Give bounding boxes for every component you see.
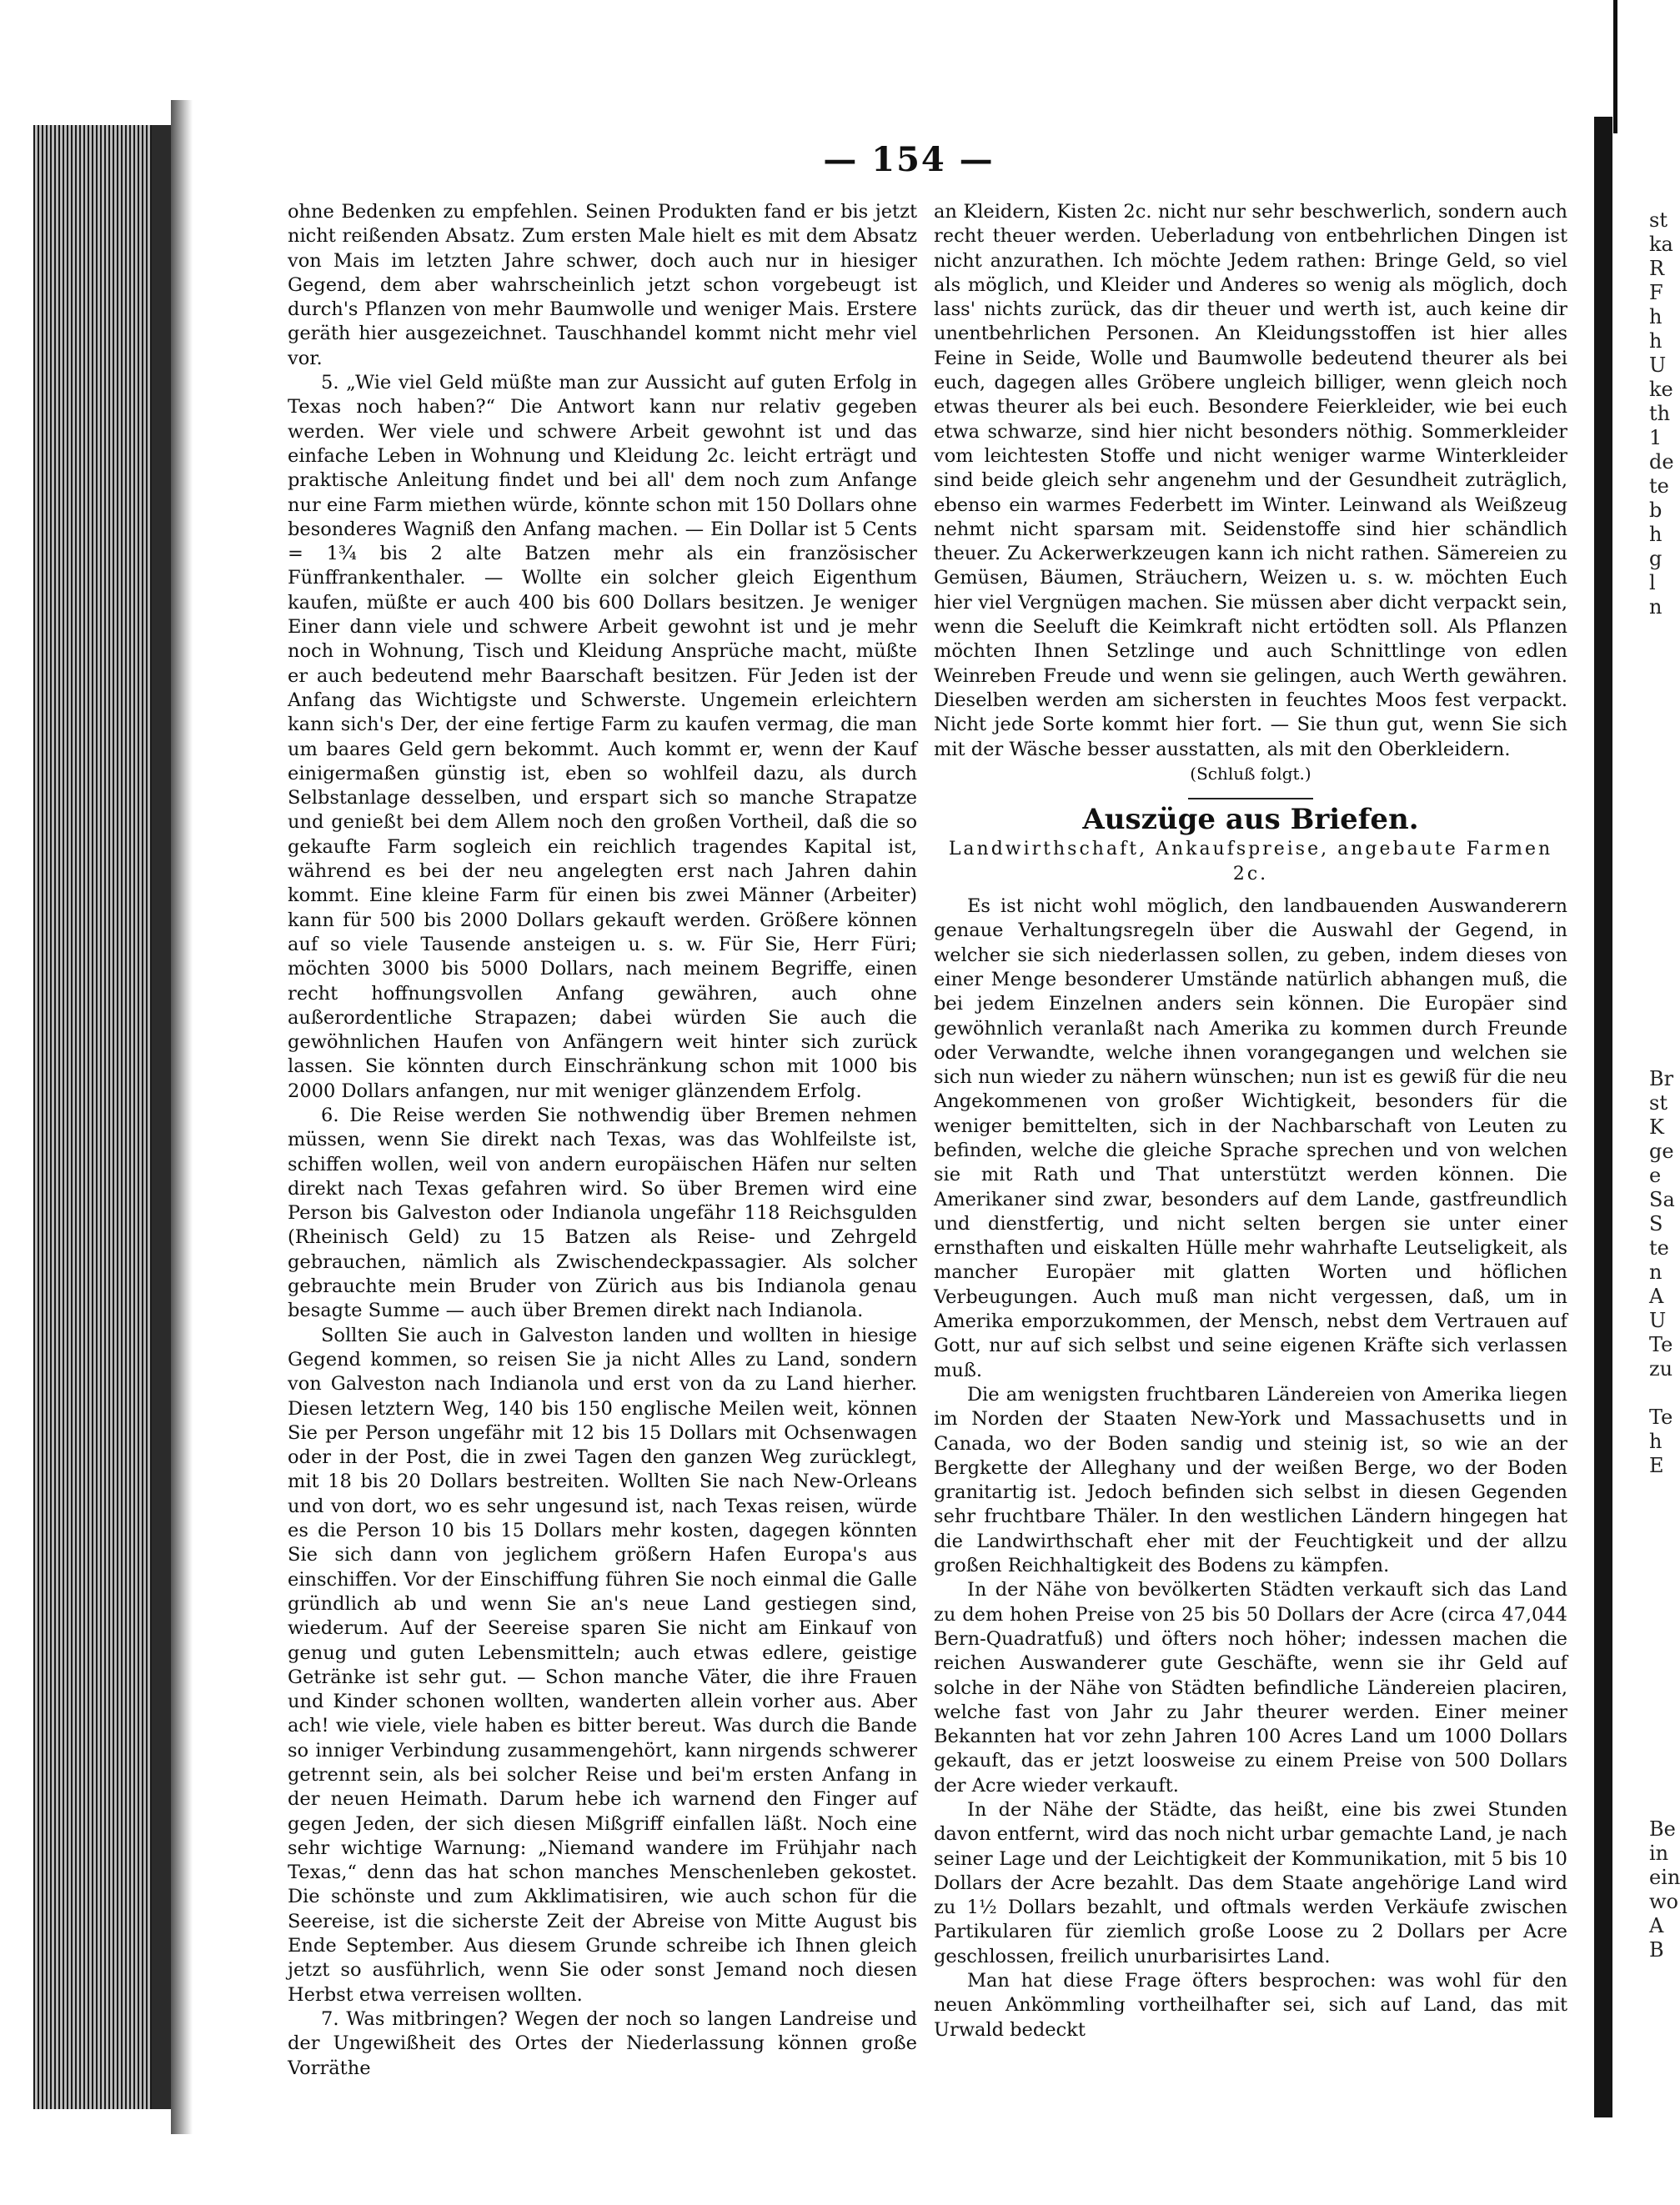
paragraph: Man hat diese Frage öfters besprochen: was wohl für den neuen Ankömmling vortheilhafter sei, sich auf Land, das mit Urwald bedeckt bbox=[934, 1970, 1567, 2041]
paragraph: an Kleidern, Kisten 2c. nicht nur sehr beschwerlich, sondern auch recht theuer werden. Ueberladung von entbehrlichen Dingen ist nicht anzurathen. Ich möchte Jedem rathen: Bringe Geld, so viel als möglich, und Kleider und Anderes so wenig als möglich, doch lass' nichts zurück, das dir theuer und werth ist, auch keine dir unentbehrlichen Personen. An Kleidungsstoffen ist hier alles Feine in Seide, Wolle und Baumwolle bedeutend theurer als bei euch, dagegen alles Gröbere ungleich billiger, wenn gleich noch etwas theurer als bei euch. Besondere Feierkleider, wie bei euch etwa schwarze, sind hier nicht besonders nöthig. Sommerkleider vom leichtesten Stoffe und nicht weniger warme Winterkleider sind beide gleich sehr angenehm und der Gesundheit zuträglich, ebenso ein warmes Federbett im Winter. Leinwand als Weißzeug nehmt nicht sparsam mit. Seidenstoffe sind hier schändlich theuer. Zu Ackerwerkzeugen kann ich nicht rathen. Sämereien zu Gemüsen, Bäumen, Sträuchern, Weizen u. s. w. möchten Euch hier viel Vergnügen machen. Sie müssen aber dicht verpackt sein, wenn die Seeluft die Keimkraft nicht ertödten soll. Als Pflanzen möchten Ihnen Setzlinge und auch Schnittlinge von edlen Weinreben Freude und wenn sie gelingen, auch Werth gewähren. Dieselben werden am sichersten in feuchtes Moos fest verpackt. Nicht jede Sorte kommt hier fort. — Sie thun gut, wenn Sie sich mit der Wäsche besser ausstatten, als mit den Oberkleidern. bbox=[934, 201, 1567, 760]
paragraph: In der Nähe der Städte, das heißt, eine bis zwei Stunden davon entfernt, wird das noch nicht urbar gemachte Land, je nach seiner Lage und der Leichtigkeit der Kommunikation, mit 5 bis 10 Dollars der Acre bezahlt. Das dem Staate angehörige Land wird zu 1½ Dollars bezahlt, und oftmals werden Verkäufe zwischen Partikularen für ziemlich große Loose zu 2 Dollars per Acre geschlossen, freilich unurbarisirtes Land. bbox=[934, 1799, 1567, 1967]
paragraph: 5. „Wie viel Geld müßte man zur Aussicht auf guten Erfolg in Texas noch haben?“ Die Antwort kann nur relativ gegeben werden. Wer viele und schwere Arbeit gewohnt ist und das einfache Leben in Wohnung und Kleidung 2c. leicht erträgt und praktische Anleitung findet und bei all' dem noch zum Anfange nur eine Farm miethen würde, könnte schon mit 150 Dollars ohne besonderes Wagniß den Anfang machen. — Ein Dollar ist 5 Cents = 1¾ bis 2 alte Batzen mehr als ein französischer Fünffrankenthaler. — Wollte ein solcher gleich Eigenthum kaufen, müßte er auch 400 bis 600 Dollars besitzen. Je weniger Einer dann viele und schwere Arbeit gewohnt ist und je mehr noch in Wohnung, Tisch und Kleidung Ansprüche macht, müßte er auch bedeutend mehr Baarschaft besitzen. Für Jeden ist der Anfang das Wichtigste und Schwerste. Ungemein erleichtern kann sich's Der, der eine fertige Farm zu kaufen vermag, die man um baares Geld gern bekommt. Auch kommt er, wenn der Kauf einigermaßen günstig ist, eben so wohlfeil dazu, als durch Selbstanlage desselben, und erspart sich so manche Strapatze und genießt bei dem Allem noch den großen Vortheil, daß die so gekaufte Farm sogleich ein reichlich tragendes Kapital ist, während es bei der neu angelegten erst nach Jahren dahin kommt. Eine kleine Farm für einen bis zwei Männer (Arbeiter) kann für 500 bis 2000 Dollars gekauft werden. Größere können auf so viele Tausende ansteigen u. s. w. Für Sie, Herr Füri; möchten 3000 bis 5000 Dollars, nach meinem Begriffe, einen recht hoffnungsvollen Anfang gewähren, auch ohne außerordentliche Strapazen; dabei würden Sie auch die gewöhnlichen Haufen von Anfängern weit hinter sich zurück lassen. Sie könnten durch Einschränkung schon mit 1000 bis 2000 Dollars anfangen, nur mit weniger glänzendem Erfolg. bbox=[288, 372, 917, 1102]
paragraph: Die am wenigsten fruchtbaren Ländereien von Amerika liegen im Norden der Staaten New-York und Massachusetts und in Canada, wo der Boden sandig und steinig ist, so wie an der Bergkette der Alleghany und der weißen Berge, wo der Boden granitartig ist. Jedoch befinden sich selbst in diesen Gegenden sehr fruchtbare Thäler. In den westlichen Ländern hingegen hat die Landwirthschaft eher mit der Feuchtigkeit und der allzu großen Reichhaltigkeit des Bodens zu kämpfen. bbox=[934, 1383, 1567, 1577]
paragraph: In der Nähe von bevölkerten Städten verkauft sich das Land zu dem hohen Preise von 25 bis 50 Dollars der Acre (circa 47,044 Bern-Quadratfuß) und öfters noch höher; indessen machen die reichen Auswanderer gute Geschäfte, wenn sie ihr Geld auf solche in der Nähe von Städten befindliche Ländereien placiren, welche fast von Jahr zu Jahr theurer werden. Einer meiner Bekannten hat vor zehn Jahren 100 Acres Land um 1000 Dollars gekauft, das er jetzt loosweise zu einem Preise von 500 Dollars der Acre wieder verkauft. bbox=[934, 1579, 1567, 1797]
to-be-continued-note: (Schluß folgt.) bbox=[1190, 763, 1311, 784]
right-page-gutter bbox=[1594, 117, 1612, 2117]
section-title: Auszüge aus Briefen. bbox=[1082, 803, 1419, 837]
paragraph: Es ist nicht wohl möglich, den landbauenden Auswanderern genaue Verhaltungsregeln über die Auswahl der Gegend, in welcher sie sich niederlassen sollen, zu geben, indem dieses von einer Menge besonderer Umstände natürlich abhangen muß, die bei jedem Einzelnen anders sein können. Die Europäer sind gewöhnlich veranlaßt nach Amerika zu kommen durch Freunde oder Verwandte, welche ihnen vorangegangen und welchen sie sich nun wieder zu nähern wünschen; nun ist es gewiß für die neu Angekommenen von großer Wichtigkeit, besonders für die weniger bemittelten, sich in der Nachbarschaft von Leuten zu befinden, welche die gleiche Sprache sprechen und von welchen sie mit Rath und That unterstützt werden können. Die Amerikaner sind zwar, besonders auf dem Lande, gastfreundlich und dienstfertig, und nicht selten bergen sie unter einer ernsthaften und eiskalten Hülle mehr wahrhafte Leutseligkeit, als mancher Europäer mit glatten Worten und höflichen Verbeugungen. Auch muß man nicht vergessen, daß, um in Amerika emporzukommen, der Mensch, nebst dem Vertrauen auf Gott, nur auf sich selbst und seine eigenen Kräfte sich verlassen muß. bbox=[934, 895, 1567, 1381]
neighbor-page-fragment-3: Be in ein wo A B bbox=[1649, 1817, 1680, 1962]
paragraph: Sollten Sie auch in Galveston landen und wollten in hiesige Gegend kommen, so reisen Sie ja nicht Alles zu Land, sondern von Galveston nach Indianola und erst von da zu Land hierher. Diesen letztern Weg, 140 bis 150 englische Meilen weit, können Sie per Person ungefähr mit 12 bis 15 Dollars mit Ochsenwagen oder in der Post, die in zwei Tagen den ganzen Weg zurücklegt, mit 18 bis 20 Dollars bestreiten. Wollten Sie nach New-Orleans und von dort, wo es sehr ungesund ist, nach Texas reisen, würde es die Person 10 bis 15 Dollars mehr kosten, dagegen könnten Sie sich dann von jeglichem größern Hafen Europa's aus einschiffen. Vor der Einschiffung führen Sie noch einmal die Galle gründlich ab und wenn Sie an's neue Land gestiegen sind, wiederum. Auf der Seereise sparen Sie nicht am Einkauf von genug und guten Lebensmitteln; auch etwas edlere, geistige Getränke ist sehr gut. — Schon manche Väter, die ihre Frauen und Kinder schonen wollten, wanderten allein vorher aus. Aber ach! wie viele, viele haben es bitter bereut. Was durch die Bande so inniger Verbindung zusammengehört, kann nirgends schwerer getrennt sein, als bei solcher Reise und bei'm ersten Anfang in der neuen Heimath. Darum hebe ich warnend den Finger auf gegen Jeden, der sich diesen Mißgriff einfallen läßt. Noch eine sehr wichtige Warnung: „Niemand wandere im Frühjahr nach Texas,“ denn das hat schon manches Menschenleben gekostet. Die schönste und zum Akklimatisiren, wie auch schon für die Seereise, ist die sicherste Zeit der Abreise von Mitte August bis Ende September. Aus diesem Grunde schreibe ich Ihnen gleich jetzt so ausführlich, wenn Sie oder sonst Jemand noch diesen Herbst etwa verreisen wollten. bbox=[288, 1324, 917, 2006]
right-text-column bbox=[934, 200, 1567, 2101]
book-spine-shadow bbox=[171, 100, 193, 2134]
section-subtitle: Landwirthschaft, Ankaufspreise, angebaute Farmen 2c. bbox=[948, 839, 1553, 885]
paragraph: 7. Was mitbringen? Wegen der noch so langen Landreise und der Ungewißheit des Ortes der Niederlassung können große Vorräthe bbox=[288, 2007, 917, 2079]
left-text-column bbox=[288, 200, 917, 2101]
neighbor-page-fragment-2: Br st K ge e Sa S te n A U Te zu Te h E bbox=[1649, 1067, 1675, 1477]
book-page-edges bbox=[33, 125, 175, 2109]
section-divider bbox=[1188, 798, 1313, 799]
paragraph: ohne Bedenken zu empfehlen. Seinen Produkten fand er bis jetzt nicht reißenden Absatz. Zum ersten Male hielt es mit dem Absatz von Mais im letzten Jahre schwer, doch auch nur in hiesiger Gegend, dem aber wahrscheinlich jetzt schon vorgebeugt ist durch's Pflanzen von mehr Baumwolle und weniger Mais. Erstere geräth hier ausgezeichnet. Tauschhandel kommt nicht mehr viel vor. bbox=[288, 201, 917, 369]
page-number: — 154 — bbox=[823, 140, 995, 179]
neighbor-page-fragment-1: st ka R F h h U ke th 1 de te b h g l n bbox=[1649, 208, 1674, 619]
paragraph: 6. Die Reise werden Sie nothwendig über Bremen nehmen müssen, wenn Sie direkt nach Texas, was das Wohlfeilste ist, schiffen wollen, weil von andern europäischen Häfen nur selten direkt nach Texas gefahren wird. So über Bremen wird eine Person bis Galveston oder Indianola ungefähr 118 Reichsgulden (Rheinisch Geld) zu 15 Batzen als Reise- und Zehrgeld gebrauchen, nämlich als Zwischendeckpassagier. Als solcher gebrauchte mein Bruder von Zürich aus bis Indianola genau besagte Summe — auch über Bremen direkt nach Indianola. bbox=[288, 1104, 917, 1322]
